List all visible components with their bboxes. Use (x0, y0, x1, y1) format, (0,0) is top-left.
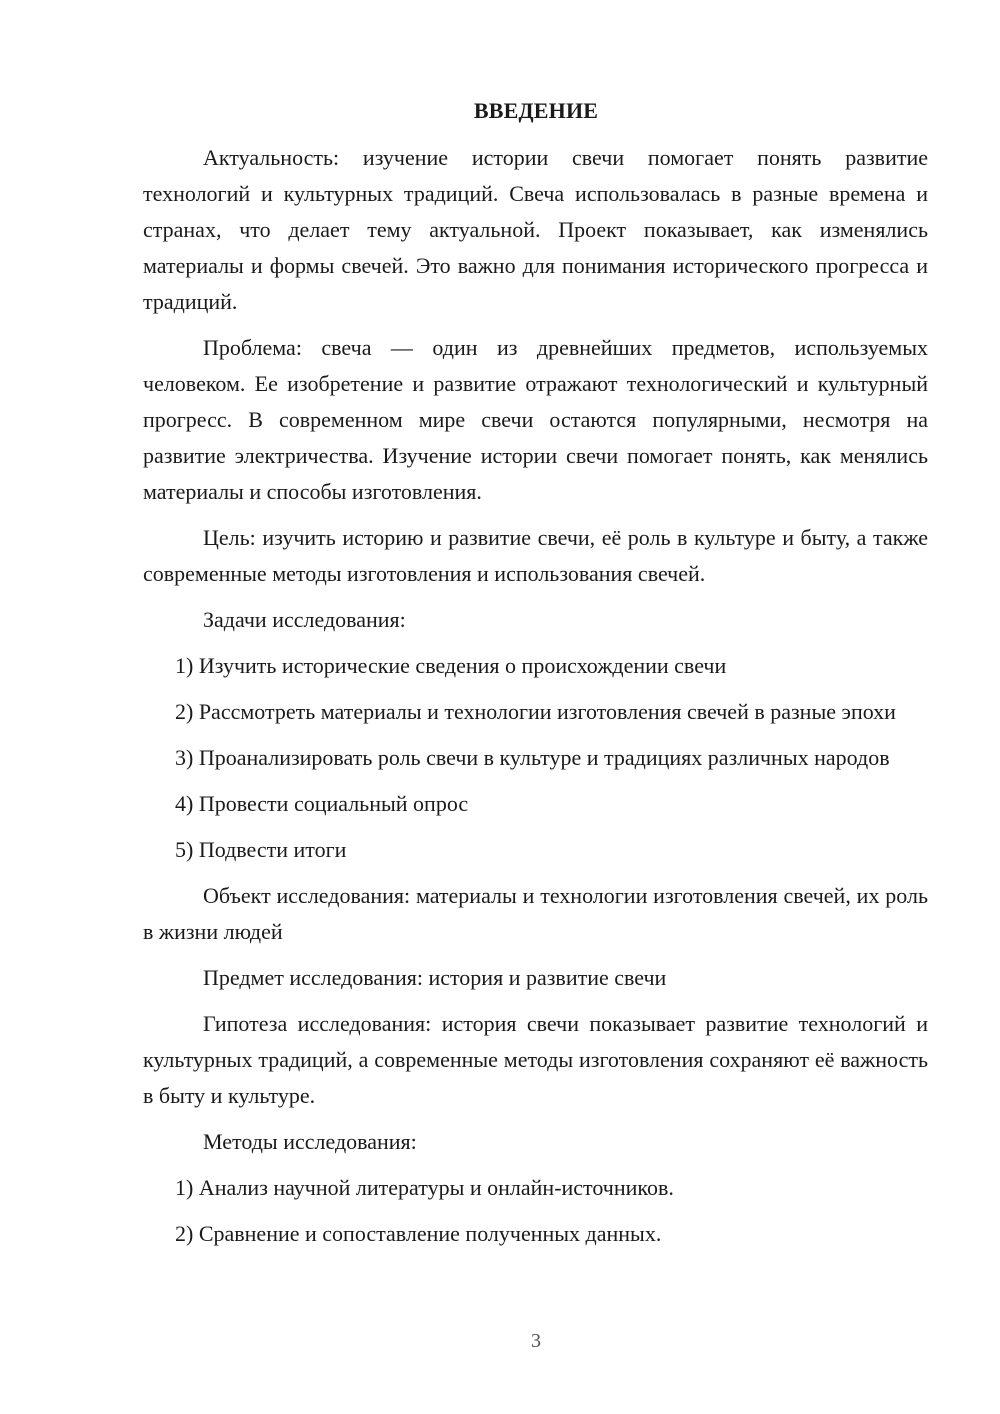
method-item-1: 1) Анализ научной литературы и онлайн-источников. (175, 1175, 674, 1200)
methods-heading: Методы исследования: (203, 1129, 417, 1154)
task-item-1: 1) Изучить исторические сведения о происхождении свечи (175, 653, 727, 678)
goal-paragraph: Цель: изучить историю и развитие свечи, её роль в культуре и быту, а также современные методы изготовления и использования свечей. (143, 525, 928, 586)
problem-paragraph: Проблема: свеча — один из древнейших предметов, используемых человеком. Ее изобретение и развитие отражают технологический и культурный прогресс. В современном мире свечи остаются популярными, несмотря на развитие электричества. Изучение истории свечи помогает понять, как менялись материалы и способы изготовления. (143, 335, 928, 504)
section-title: ВВЕДЕНИЕ (473, 98, 599, 123)
task-item-4: 4) Провести социальный опрос (175, 791, 469, 816)
tasks-heading: Задачи исследования: (203, 607, 406, 632)
relevance-paragraph: Актуальность: изучение истории свечи помогает понять развитие технологий и культурных традиций. Свеча использовалась в разные времена и странах, что делает тему актуальной. Проект показывает, как изменялись материалы и формы свечей. Это важно для понимания исторического прогресса и традиций. (143, 145, 928, 314)
page-number: 3 (531, 1330, 541, 1352)
document-body (143, 140, 928, 1262)
task-item-3: 3) Проанализировать роль свечи в культуре и традициях различных народов (175, 745, 890, 770)
task-item-5: 5) Подвести итоги (175, 837, 347, 862)
method-item-2: 2) Сравнение и сопоставление полученных данных. (175, 1221, 662, 1246)
subject-paragraph: Предмет исследования: история и развитие свечи (203, 965, 667, 990)
hypothesis-paragraph: Гипотеза исследования: история свечи показывает развитие технологий и культурных традиций, а современные методы изготовления сохраняют её важность в быту и культуре. (143, 1011, 928, 1108)
object-paragraph: Объект исследования: материалы и технологии изготовления свечей, их роль в жизни людей (143, 883, 928, 944)
task-item-2: 2) Рассмотреть материалы и технологии изготовления свечей в разные эпохи (175, 699, 896, 724)
